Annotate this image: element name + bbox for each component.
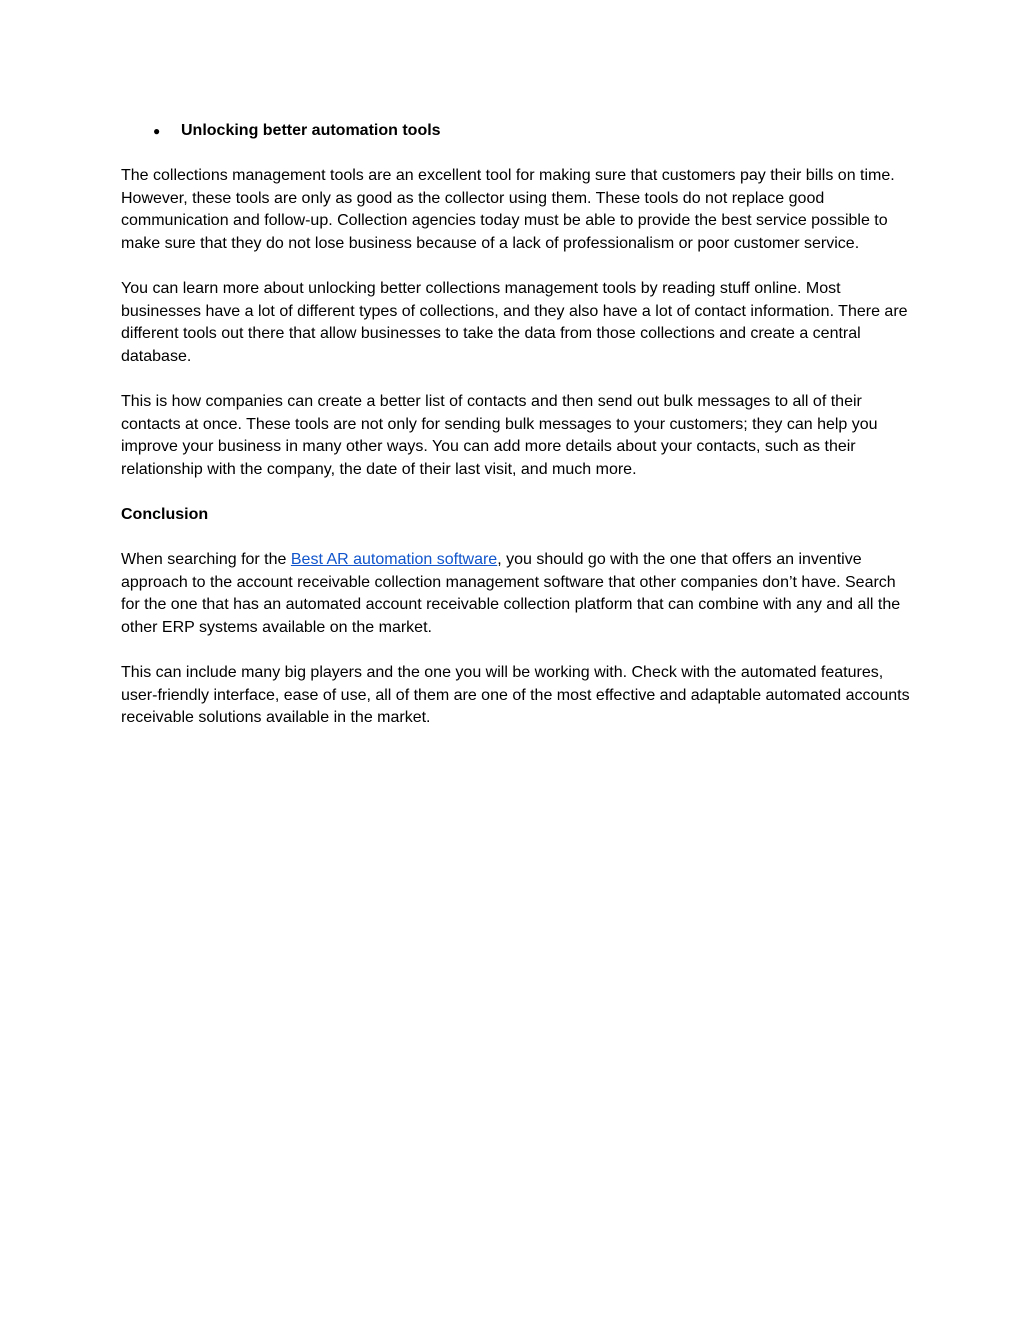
spacer (121, 527, 911, 550)
conclusion-heading: Conclusion (121, 506, 209, 524)
spacer (121, 369, 911, 392)
bullet-icon: ● (153, 124, 161, 138)
spacer (121, 482, 911, 505)
paragraph-searching-lead: When searching for the (121, 551, 291, 569)
spacer (121, 256, 911, 279)
spacer (121, 143, 911, 166)
paragraph-searching (121, 549, 911, 639)
document-content (121, 120, 911, 730)
paragraph-collections-tools: The collections management tools are an excellent tool for making sure that customers pay their bills on time. However, these tools are only as good as the collector using them. These tools do not replace good communication and follow-up. Collection agencies today must be able to provide the best service possible to make sure that they do not lose business because of a lack of professionalism or poor customer service. (121, 167, 895, 252)
best-ar-automation-link[interactable]: Best AR automation software (290, 551, 498, 569)
paragraph-learn-more: You can learn more about unlocking better collections management tools by reading stuff online. Most businesses have a lot of different types of collections, and they also have a lot of contact information. There are different tools out there that allow businesses to take the data from those collections and create a central database. (121, 280, 908, 365)
paragraph-big-players: This can include many big players and the one you will be working with. Check with the automated features, user-friendly interface, ease of use, all of them are one of the most effective and adaptable automated accounts receivable solutions available in the market. (121, 664, 910, 727)
bullet-heading: Unlocking better automation tools (181, 122, 441, 139)
paragraph-searching-rest: , you should go with the one that offers an inventive approach to the account receivable collection management software that other companies don’t have. Search for the one that has an automated account receivable collection platform that can combine with any and all the other ERP systems available on the market. (121, 551, 901, 637)
paragraph-better-contacts: This is how companies can create a better list of contacts and then send out bulk messages to all of their contacts at once. These tools are not only for sending bulk messages to your customers; they can help you improve your business in many other ways. You can add more details about your contacts, such as their relationship with the company, the date of their last visit, and much more. (121, 393, 878, 478)
spacer (121, 640, 911, 663)
bullet-list-item (153, 120, 911, 143)
